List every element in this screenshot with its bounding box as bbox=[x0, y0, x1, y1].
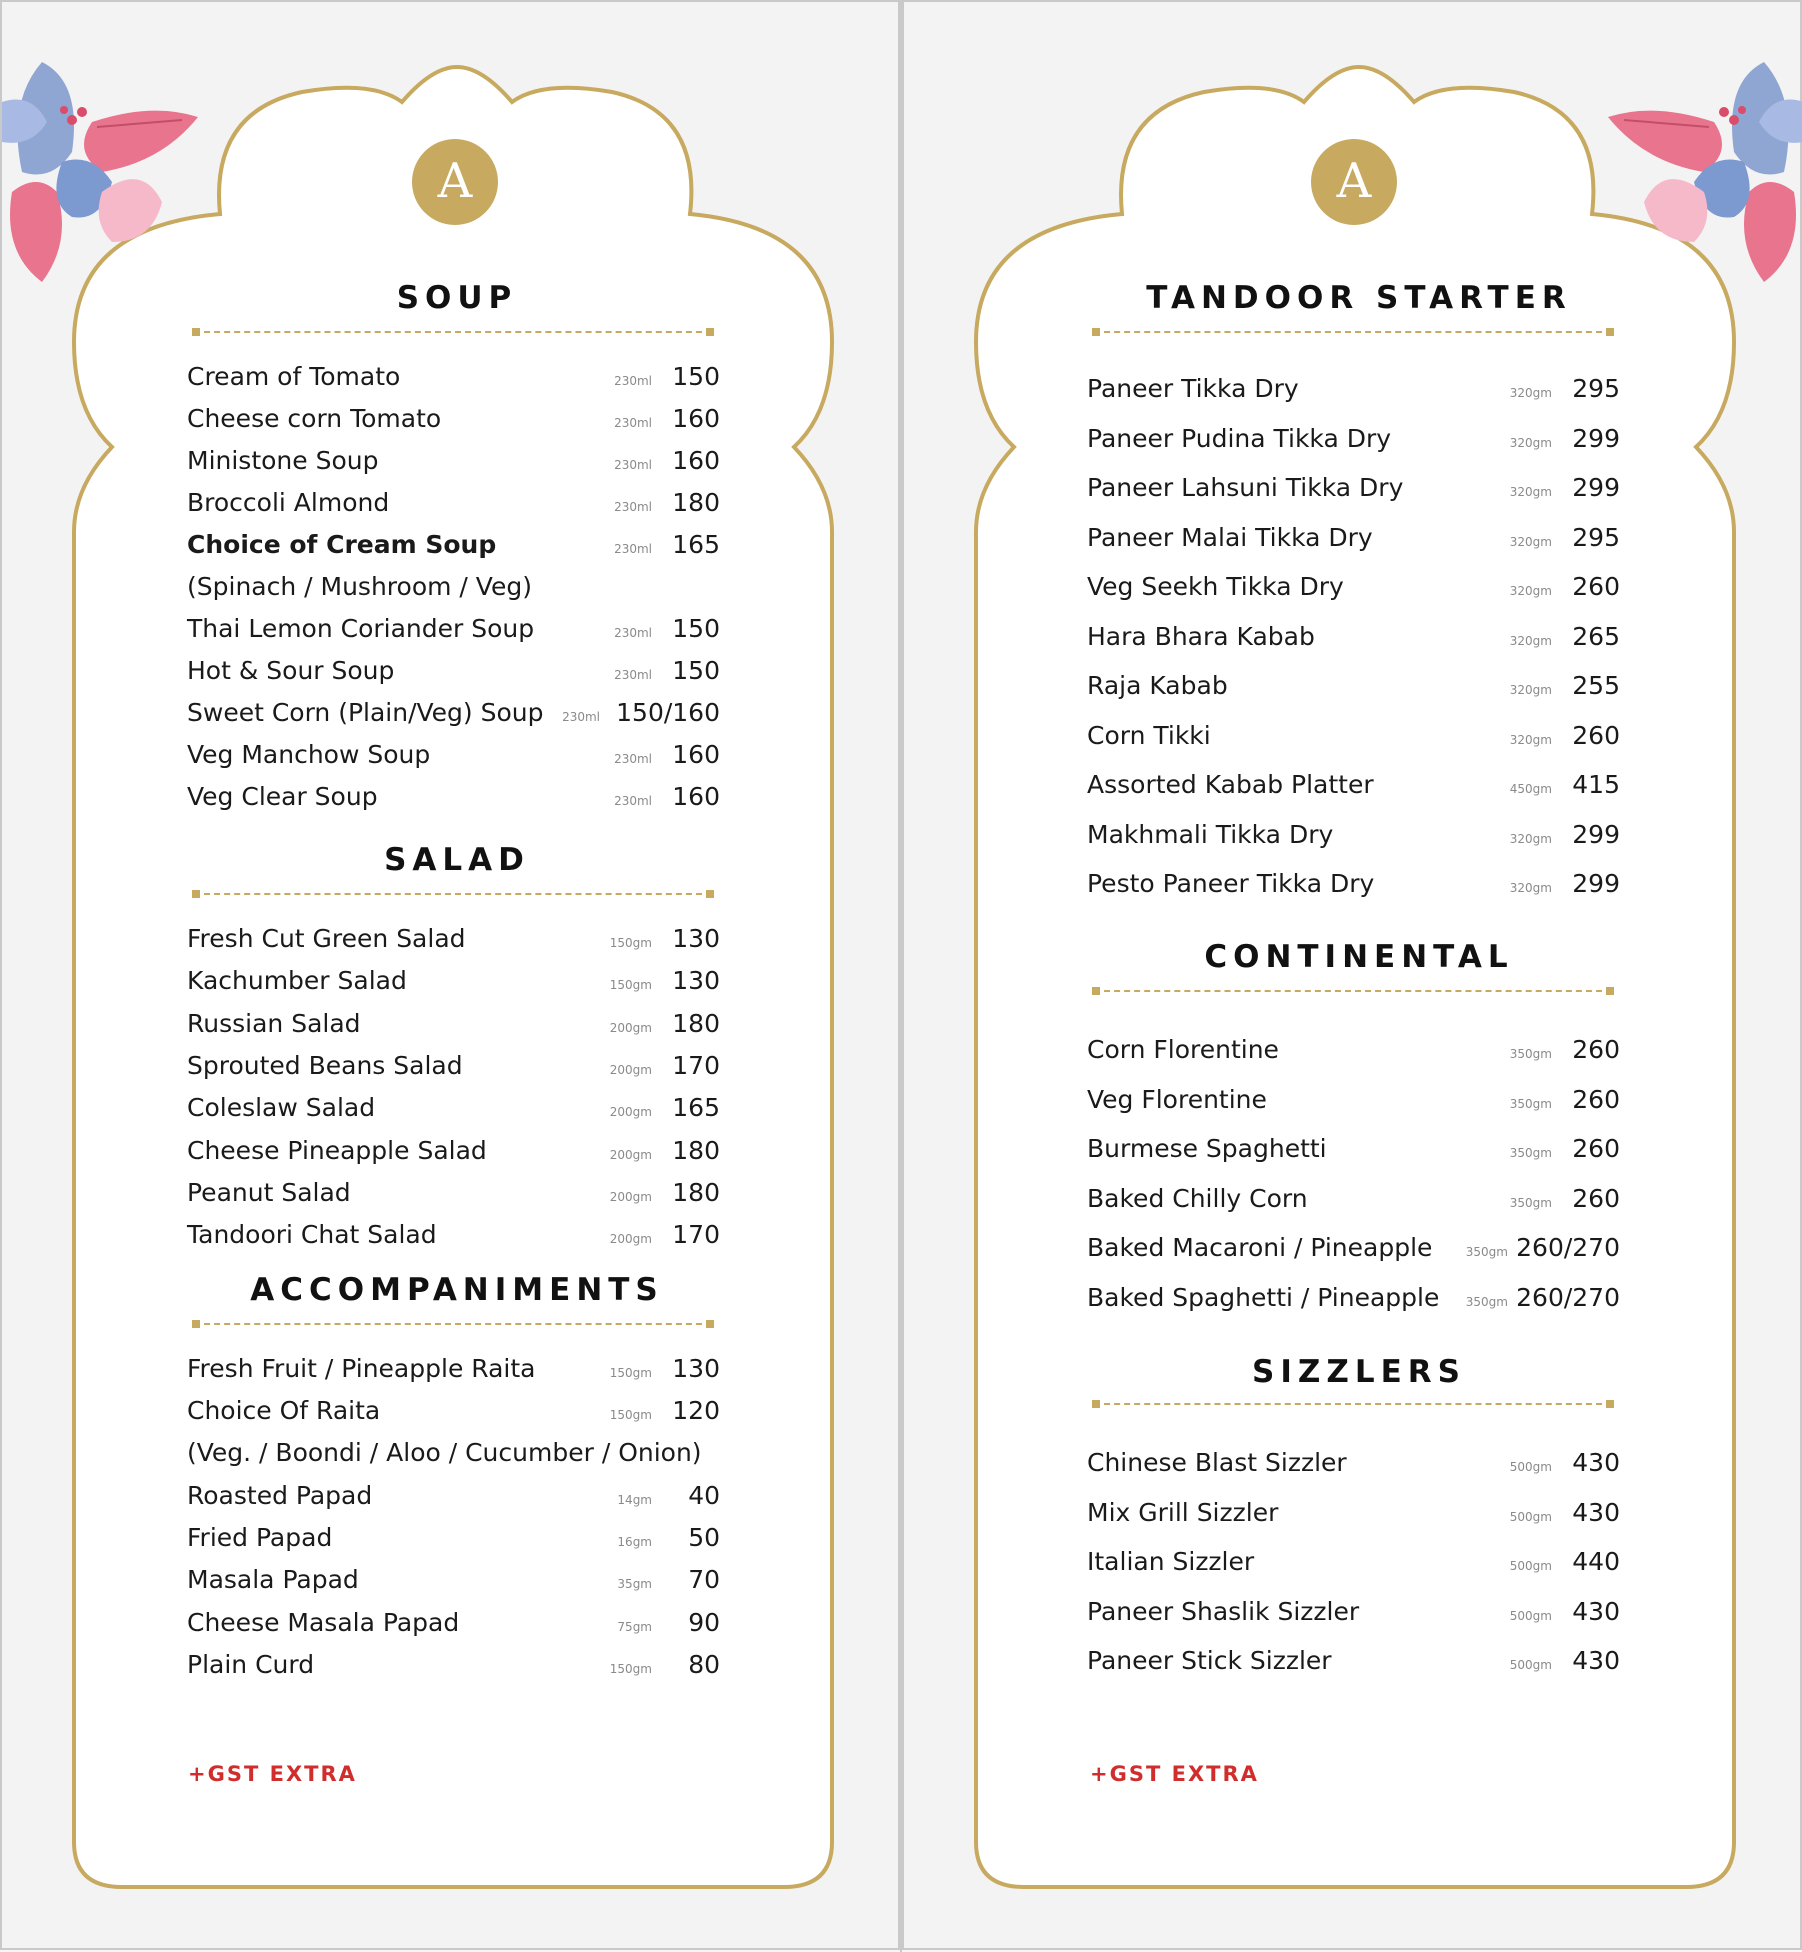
menu-item-quantity: 500gm bbox=[1509, 1559, 1552, 1573]
menu-item-quantity: 320gm bbox=[1509, 881, 1552, 895]
menu-item-row bbox=[187, 1051, 720, 1091]
menu-item-name: Fresh Cut Green Salad bbox=[187, 924, 466, 953]
menu-item-price: 130 bbox=[672, 1354, 720, 1383]
menu-item-price: 160 bbox=[672, 404, 720, 433]
menu-item-name: Tandoori Chat Salad bbox=[187, 1220, 437, 1250]
menu-item-quantity: 230ml bbox=[614, 500, 652, 514]
menu-item-quantity: 320gm bbox=[1509, 732, 1552, 747]
section-divider bbox=[1094, 331, 1612, 333]
menu-item-quantity: 320gm bbox=[1509, 485, 1552, 499]
menu-item-row bbox=[1087, 572, 1620, 612]
menu-item-row bbox=[1087, 1233, 1620, 1273]
menu-item-name: Chinese Blast Sizzler bbox=[1087, 1448, 1347, 1477]
menu-item-row bbox=[1087, 523, 1620, 563]
menu-item-name: Sweet Corn (Plain/Veg) Soup bbox=[187, 698, 544, 727]
menu-item-price: 260/270 bbox=[1516, 1282, 1620, 1312]
gst-extra-note: +GST EXTRA bbox=[1090, 1762, 1259, 1786]
menu-item-price: 130 bbox=[672, 966, 720, 996]
menu-item-name: Fresh Fruit / Pineapple Raita bbox=[187, 1354, 536, 1383]
menu-item-row bbox=[187, 740, 720, 780]
menu-item-name: Italian Sizzler bbox=[1087, 1547, 1255, 1576]
menu-item-row bbox=[1087, 869, 1620, 909]
section-title-salad: SALAD bbox=[384, 842, 530, 878]
menu-item-name: Sprouted Beans Salad bbox=[187, 1050, 463, 1080]
menu-item-quantity: 230ml bbox=[614, 542, 652, 556]
menu-item-price: 430 bbox=[1572, 1448, 1620, 1477]
menu-item-quantity: 230ml bbox=[614, 626, 652, 640]
menu-item-name: Kachumber Salad bbox=[187, 966, 407, 996]
menu-item-price: 70 bbox=[688, 1565, 720, 1594]
menu-item-quantity: 350gm bbox=[1509, 1096, 1552, 1111]
menu-item-row bbox=[1087, 770, 1620, 810]
menu-item-quantity: 200gm bbox=[609, 1232, 652, 1247]
menu-item-row bbox=[187, 1481, 720, 1521]
menu-item-row bbox=[187, 924, 720, 964]
menu-item-price: 430 bbox=[1572, 1646, 1620, 1675]
left-menu-page bbox=[0, 0, 900, 1950]
menu-item-price: 80 bbox=[688, 1650, 720, 1679]
svg-text:A: A bbox=[437, 153, 473, 209]
menu-item-name: Paneer Malai Tikka Dry bbox=[1087, 522, 1373, 552]
menu-item-price: 180 bbox=[672, 488, 720, 517]
menu-item-row bbox=[1087, 1283, 1620, 1323]
menu-item-quantity: 200gm bbox=[609, 1189, 652, 1204]
menu-item-quantity: 200gm bbox=[609, 1062, 652, 1077]
menu-item-quantity: 350gm bbox=[1465, 1245, 1508, 1259]
menu-item-price: 170 bbox=[672, 1050, 720, 1080]
menu-item-name: Mix Grill Sizzler bbox=[1087, 1497, 1279, 1527]
menu-item-quantity: 200gm bbox=[609, 1147, 652, 1162]
menu-item-price: 180 bbox=[672, 1177, 720, 1207]
menu-item-quantity: 320gm bbox=[1509, 435, 1552, 450]
menu-item-name: Cheese Pineapple Salad bbox=[187, 1135, 487, 1165]
menu-item-quantity: 500gm bbox=[1509, 1608, 1552, 1623]
menu-item-row bbox=[1087, 473, 1620, 513]
menu-item-name: Veg Manchow Soup bbox=[187, 740, 431, 769]
section-divider bbox=[1094, 990, 1612, 992]
menu-item-quantity: 230ml bbox=[614, 668, 652, 682]
menu-item-quantity: 230ml bbox=[614, 794, 652, 808]
menu-item-quantity: 320gm bbox=[1509, 831, 1552, 846]
menu-item-row bbox=[1087, 1085, 1620, 1125]
menu-item-quantity: 320gm bbox=[1509, 534, 1552, 549]
menu-item-quantity: 230ml bbox=[614, 374, 652, 388]
menu-item-row bbox=[187, 1220, 720, 1260]
menu-item-name: Paneer Pudina Tikka Dry bbox=[1087, 423, 1392, 453]
menu-item-name: Cream of Tomato bbox=[187, 362, 401, 391]
menu-item-row bbox=[1087, 374, 1620, 414]
menu-item-quantity: 350gm bbox=[1509, 1195, 1552, 1210]
menu-item-row bbox=[187, 1523, 720, 1563]
menu-item-price: 160 bbox=[672, 782, 720, 811]
menu-item-price: 299 bbox=[1572, 473, 1620, 502]
section-title-tandoor-starter: TANDOOR STARTER bbox=[1146, 280, 1572, 316]
menu-item-name: Paneer Stick Sizzler bbox=[1087, 1646, 1332, 1675]
menu-item-quantity: 150gm bbox=[609, 1662, 652, 1676]
page-divider bbox=[900, 0, 902, 1952]
menu-item-name: Baked Spaghetti / Pineapple bbox=[1087, 1282, 1440, 1312]
menu-item-row bbox=[187, 1354, 720, 1394]
menu-item-name: Pesto Paneer Tikka Dry bbox=[1087, 869, 1375, 898]
svg-text:A: A bbox=[1336, 153, 1372, 209]
menu-item-price: 430 bbox=[1572, 1497, 1620, 1527]
menu-item-row bbox=[187, 1178, 720, 1218]
menu-item-price: 165 bbox=[672, 530, 720, 559]
menu-item-name: Hot & Sour Soup bbox=[187, 656, 395, 685]
menu-item-row bbox=[187, 1565, 720, 1605]
menu-item-price: 150 bbox=[672, 362, 720, 391]
menu-item-row bbox=[1087, 1597, 1620, 1637]
section-title-sizzlers: SIZZLERS bbox=[1252, 1354, 1466, 1390]
menu-item-price: 415 bbox=[1572, 770, 1620, 799]
menu-item-row bbox=[1087, 721, 1620, 761]
menu-item-quantity: 16gm bbox=[617, 1535, 652, 1549]
menu-item-price: 265 bbox=[1572, 621, 1620, 651]
menu-item-quantity: 320gm bbox=[1509, 683, 1552, 697]
menu-item-options-note: (Veg. / Boondi / Aloo / Cucumber / Onion) bbox=[187, 1438, 702, 1467]
menu-item-row bbox=[187, 614, 720, 654]
menu-item-price: 295 bbox=[1572, 522, 1620, 552]
menu-item-price: 299 bbox=[1572, 869, 1620, 898]
menu-item-quantity: 230ml bbox=[614, 416, 652, 430]
menu-item-quantity: 350gm bbox=[1509, 1146, 1552, 1160]
menu-item-quantity: 500gm bbox=[1509, 1460, 1552, 1474]
menu-item-row bbox=[1087, 1646, 1620, 1686]
menu-item-row bbox=[187, 1093, 720, 1133]
menu-item-price: 260 bbox=[1572, 1084, 1620, 1114]
menu-item-price: 260/270 bbox=[1516, 1233, 1620, 1262]
menu-item-row bbox=[1087, 1134, 1620, 1174]
menu-item-quantity: 450gm bbox=[1509, 782, 1552, 796]
menu-item-name: Corn Tikki bbox=[1087, 720, 1211, 750]
menu-item-price: 50 bbox=[688, 1523, 720, 1552]
menu-item-row bbox=[187, 1009, 720, 1049]
menu-item-price: 299 bbox=[1572, 423, 1620, 453]
menu-item-quantity: 320gm bbox=[1509, 633, 1552, 648]
menu-item-name: Cheese Masala Papad bbox=[187, 1608, 460, 1637]
menu-item-quantity: 14gm bbox=[617, 1493, 652, 1507]
menu-item-name: Veg Seekh Tikka Dry bbox=[1087, 572, 1344, 601]
menu-item-name: Peanut Salad bbox=[187, 1177, 351, 1207]
menu-item-price: 440 bbox=[1572, 1547, 1620, 1576]
menu-item-name: Paneer Shaslik Sizzler bbox=[1087, 1596, 1360, 1626]
menu-item-name: Paneer Tikka Dry bbox=[1087, 374, 1299, 403]
section-title-soup: SOUP bbox=[396, 280, 518, 316]
section-divider bbox=[194, 893, 712, 895]
menu-item-price: 130 bbox=[672, 924, 720, 953]
menu-item-price: 180 bbox=[672, 1135, 720, 1165]
menu-item-options-note: (Spinach / Mushroom / Veg) bbox=[187, 572, 532, 601]
menu-item-price: 299 bbox=[1572, 819, 1620, 849]
menu-item-row bbox=[1087, 1184, 1620, 1224]
menu-item-price: 180 bbox=[672, 1008, 720, 1038]
menu-item-quantity: 500gm bbox=[1509, 1509, 1552, 1524]
menu-item-quantity: 230ml bbox=[614, 458, 652, 472]
menu-item-quantity: 35gm bbox=[617, 1577, 652, 1591]
menu-item-quantity: 350gm bbox=[1465, 1294, 1508, 1309]
menu-item-quantity: 150gm bbox=[609, 936, 652, 950]
menu-item-row bbox=[187, 698, 720, 738]
menu-item-name: Ministone Soup bbox=[187, 446, 379, 475]
menu-item-price: 40 bbox=[688, 1481, 720, 1510]
menu-item-price: 150 bbox=[672, 656, 720, 685]
menu-item-name: Baked Macaroni / Pineapple bbox=[1087, 1233, 1433, 1262]
menu-item-name: Coleslaw Salad bbox=[187, 1093, 376, 1123]
menu-item-quantity: 150gm bbox=[609, 978, 652, 993]
menu-item-name: Makhmali Tikka Dry bbox=[1087, 819, 1334, 849]
menu-item-price: 160 bbox=[672, 740, 720, 769]
menu-item-price: 295 bbox=[1572, 374, 1620, 403]
menu-item-row bbox=[187, 362, 720, 402]
menu-item-row bbox=[187, 1396, 720, 1436]
menu-item-name: Plain Curd bbox=[187, 1650, 315, 1679]
menu-item-name: Choice Of Raita bbox=[187, 1396, 381, 1425]
section-divider bbox=[194, 1323, 712, 1325]
menu-item-price: 255 bbox=[1572, 671, 1620, 700]
menu-item-name: Hara Bhara Kabab bbox=[1087, 621, 1315, 651]
menu-item-name: Veg Clear Soup bbox=[187, 782, 378, 811]
menu-item-quantity: 230ml bbox=[562, 710, 600, 724]
menu-item-price: 165 bbox=[672, 1093, 720, 1123]
menu-item-row bbox=[187, 404, 720, 444]
menu-item-price: 150 bbox=[672, 614, 720, 643]
menu-item-quantity: 200gm bbox=[609, 1020, 652, 1035]
menu-item-quantity: 230ml bbox=[614, 752, 652, 766]
menu-item-price: 260 bbox=[1572, 572, 1620, 601]
menu-item-name: Cheese corn Tomato bbox=[187, 404, 442, 433]
menu-item-price: 170 bbox=[672, 1220, 720, 1250]
menu-item-row bbox=[187, 446, 720, 486]
menu-item-name: Roasted Papad bbox=[187, 1481, 373, 1510]
menu-item-price: 160 bbox=[672, 446, 720, 475]
menu-item-name: Masala Papad bbox=[187, 1565, 359, 1594]
menu-item-row bbox=[1087, 1498, 1620, 1538]
menu-item-quantity: 320gm bbox=[1509, 386, 1552, 400]
menu-item-price: 150/160 bbox=[616, 698, 720, 727]
right-menu-page bbox=[902, 0, 1802, 1950]
gst-extra-note: +GST EXTRA bbox=[188, 1762, 357, 1786]
menu-item-quantity: 200gm bbox=[609, 1105, 652, 1120]
menu-item-name: Corn Florentine bbox=[1087, 1035, 1279, 1064]
section-divider bbox=[194, 331, 712, 333]
menu-item-row bbox=[187, 1136, 720, 1176]
menu-item-row bbox=[187, 656, 720, 696]
menu-item-row bbox=[1087, 1448, 1620, 1488]
menu-item-price: 430 bbox=[1572, 1596, 1620, 1626]
menu-item-row bbox=[187, 966, 720, 1006]
menu-item-name: Paneer Lahsuni Tikka Dry bbox=[1087, 473, 1404, 502]
menu-item-name: Assorted Kabab Platter bbox=[1087, 770, 1374, 799]
menu-item-price: 90 bbox=[688, 1608, 720, 1637]
menu-item-row bbox=[1087, 671, 1620, 711]
menu-item-name: Baked Chilly Corn bbox=[1087, 1183, 1308, 1213]
section-title-accompaniments: ACCOMPANIMENTS bbox=[250, 1272, 664, 1308]
menu-item-quantity: 320gm bbox=[1509, 584, 1552, 598]
menu-item-price: 120 bbox=[672, 1396, 720, 1425]
menu-item-quantity: 75gm bbox=[617, 1620, 652, 1634]
menu-item-name: Fried Papad bbox=[187, 1523, 333, 1552]
menu-item-name: Broccoli Almond bbox=[187, 488, 390, 517]
section-divider bbox=[1094, 1403, 1612, 1405]
section-title-continental: CONTINENTAL bbox=[1204, 939, 1514, 975]
menu-item-row bbox=[1087, 1035, 1620, 1075]
menu-item-row bbox=[1087, 424, 1620, 464]
menu-item-row bbox=[1087, 1547, 1620, 1587]
menu-item-row bbox=[1087, 622, 1620, 662]
menu-item-quantity: 150gm bbox=[609, 1366, 652, 1380]
menu-item-row bbox=[187, 1608, 720, 1648]
menu-item-row bbox=[1087, 820, 1620, 860]
menu-item-quantity: 150gm bbox=[609, 1408, 652, 1422]
menu-item-row bbox=[187, 488, 720, 528]
menu-item-name: Raja Kabab bbox=[1087, 671, 1228, 700]
menu-item-quantity: 500gm bbox=[1509, 1658, 1552, 1672]
menu-item-name: Choice of Cream Soup bbox=[187, 530, 497, 559]
menu-item-name: Russian Salad bbox=[187, 1008, 361, 1038]
menu-item-price: 260 bbox=[1572, 1134, 1620, 1163]
menu-item-quantity: 350gm bbox=[1509, 1047, 1552, 1061]
menu-item-name: Veg Florentine bbox=[1087, 1084, 1267, 1114]
menu-item-name: Thai Lemon Coriander Soup bbox=[187, 614, 535, 643]
menu-item-price: 260 bbox=[1572, 720, 1620, 750]
menu-item-price: 260 bbox=[1572, 1183, 1620, 1213]
menu-item-name: Burmese Spaghetti bbox=[1087, 1134, 1327, 1163]
menu-item-row bbox=[187, 782, 720, 822]
menu-item-price: 260 bbox=[1572, 1035, 1620, 1064]
menu-item-row bbox=[187, 530, 720, 570]
menu-item-row bbox=[187, 1650, 720, 1690]
